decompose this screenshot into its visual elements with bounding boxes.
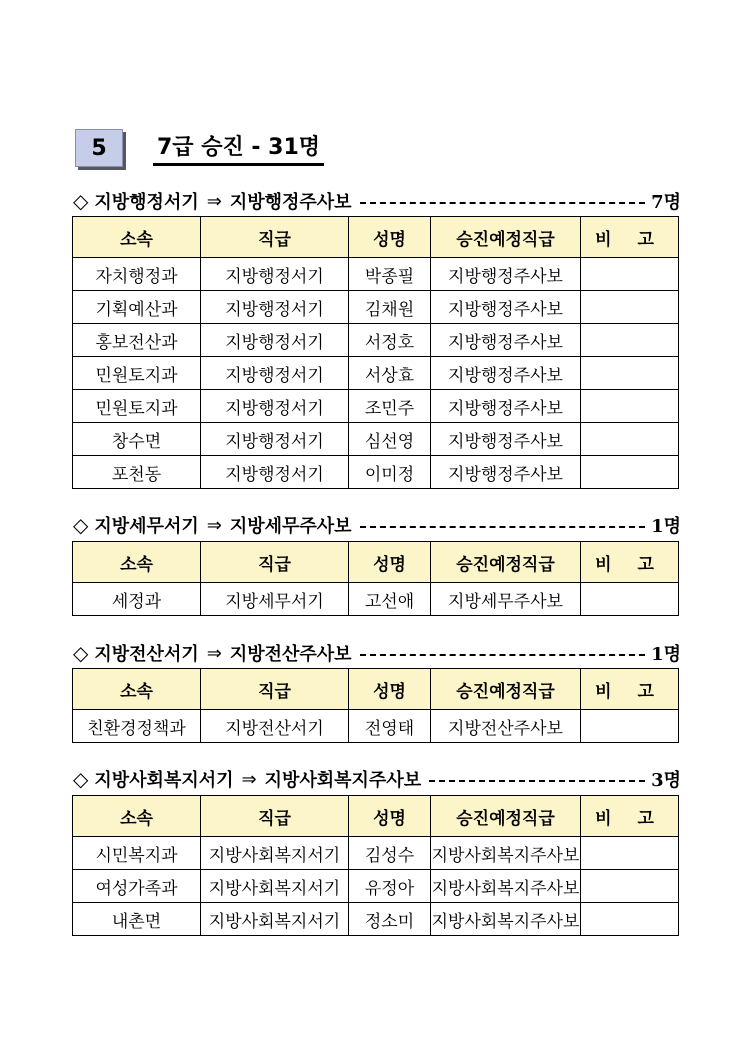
table-row: [73, 456, 679, 489]
cell-new-rank: 지방행정주사보: [431, 291, 581, 324]
group-to-rank: 지방행정주사보: [229, 192, 352, 213]
cell-dept: 여성가족과: [73, 870, 201, 903]
cell-new-rank: 지방사회복지주사보: [431, 903, 581, 936]
col-header-name: 성명: [349, 542, 431, 583]
roster-table-welfare: [72, 795, 679, 936]
table-body: [73, 583, 679, 616]
table-body: [73, 837, 679, 936]
col-header-note: 비 고: [581, 669, 679, 710]
cell-note: [581, 870, 679, 903]
cell-note: [581, 710, 679, 743]
table-row: [73, 423, 679, 456]
cell-new-rank: 지방세무주사보: [431, 583, 581, 616]
col-header-note: 비 고: [581, 217, 679, 258]
cell-note: [581, 456, 679, 489]
table-row: [73, 258, 679, 291]
diamond-icon: ◇: [73, 641, 89, 665]
table-row: [73, 903, 679, 936]
cell-rank: 지방행정서기: [201, 258, 349, 291]
table-row: [73, 390, 679, 423]
group-count: 1명: [651, 644, 681, 665]
table-body: [73, 710, 679, 743]
col-header-name: 성명: [349, 796, 431, 837]
cell-note: [581, 837, 679, 870]
cell-rank: 지방세무서기: [201, 583, 349, 616]
group-count: 7명: [651, 192, 681, 213]
table-row: [73, 357, 679, 390]
group-from-rank: 지방전산서기: [94, 644, 199, 665]
cell-new-rank: 지방행정주사보: [431, 357, 581, 390]
table-row: [73, 837, 679, 870]
cell-name: 유정아: [349, 870, 431, 903]
cell-rank: 지방행정서기: [201, 456, 349, 489]
arrow-icon: ⇒: [206, 642, 222, 664]
col-header-new-rank: 승진예정직급: [431, 542, 581, 583]
cell-name: 정소미: [349, 903, 431, 936]
cell-rank: 지방전산서기: [201, 710, 349, 743]
table-header-row: [73, 542, 679, 583]
col-header-rank: 직급: [201, 796, 349, 837]
cell-dept: 기획예산과: [73, 291, 201, 324]
table-body: [73, 258, 679, 489]
table-row: [73, 291, 679, 324]
cell-dept: 민원토지과: [73, 390, 201, 423]
cell-name: 전영태: [349, 710, 431, 743]
cell-note: [581, 258, 679, 291]
cell-name: 이미정: [349, 456, 431, 489]
table-row: [73, 710, 679, 743]
cell-name: 김성수: [349, 837, 431, 870]
cell-name: 김채원: [349, 291, 431, 324]
arrow-icon: ⇒: [241, 768, 257, 790]
col-header-rank: 직급: [201, 217, 349, 258]
cell-new-rank: 지방사회복지주사보: [431, 837, 581, 870]
dashed-leader: [429, 780, 645, 782]
cell-note: [581, 390, 679, 423]
table-header-row: [73, 796, 679, 837]
group-from-rank: 지방사회복지서기: [94, 770, 234, 791]
cell-rank: 지방사회복지서기: [201, 903, 349, 936]
col-header-dept: 소속: [73, 217, 201, 258]
cell-rank: 지방사회복지서기: [201, 837, 349, 870]
cell-new-rank: 지방행정주사보: [431, 423, 581, 456]
group-count: 1명: [651, 516, 681, 537]
cell-dept: 포천동: [73, 456, 201, 489]
cell-dept: 민원토지과: [73, 357, 201, 390]
page-title: 7급 승진 - 31명: [153, 130, 324, 166]
cell-new-rank: 지방행정주사보: [431, 390, 581, 423]
dashed-leader: [360, 654, 646, 656]
dashed-leader: [360, 202, 646, 204]
cell-new-rank: 지방전산주사보: [431, 710, 581, 743]
diamond-icon: ◇: [73, 189, 89, 213]
arrow-icon: ⇒: [206, 514, 222, 536]
roster-table-admin: [72, 216, 679, 489]
cell-dept: 시민복지과: [73, 837, 201, 870]
section-number-badge: 5: [75, 129, 123, 167]
cell-rank: 지방행정서기: [201, 357, 349, 390]
group-to-rank: 지방전산주사보: [229, 644, 352, 665]
cell-dept: 세정과: [73, 583, 201, 616]
arrow-icon: ⇒: [206, 190, 222, 212]
col-header-dept: 소속: [73, 669, 201, 710]
group-count: 3명: [651, 770, 681, 791]
col-header-name: 성명: [349, 669, 431, 710]
col-header-new-rank: 승진예정직급: [431, 669, 581, 710]
col-header-new-rank: 승진예정직급: [431, 796, 581, 837]
cell-rank: 지방행정서기: [201, 324, 349, 357]
cell-new-rank: 지방사회복지주사보: [431, 870, 581, 903]
col-header-rank: 직급: [201, 669, 349, 710]
cell-rank: 지방사회복지서기: [201, 870, 349, 903]
group-from-rank: 지방세무서기: [94, 516, 199, 537]
col-header-name: 성명: [349, 217, 431, 258]
cell-dept: 홍보전산과: [73, 324, 201, 357]
cell-name: 박종필: [349, 258, 431, 291]
cell-note: [581, 324, 679, 357]
cell-rank: 지방행정서기: [201, 423, 349, 456]
table-header-row: [73, 669, 679, 710]
group-title-tax: [73, 512, 681, 538]
cell-dept: 내촌면: [73, 903, 201, 936]
cell-note: [581, 423, 679, 456]
roster-table-tax: [72, 541, 679, 616]
group-to-rank: 지방세무주사보: [229, 516, 352, 537]
table-header-row: [73, 217, 679, 258]
cell-name: 서정호: [349, 324, 431, 357]
cell-note: [581, 583, 679, 616]
cell-note: [581, 903, 679, 936]
cell-new-rank: 지방행정주사보: [431, 258, 581, 291]
col-header-new-rank: 승진예정직급: [431, 217, 581, 258]
diamond-icon: ◇: [73, 767, 89, 791]
table-row: [73, 583, 679, 616]
cell-new-rank: 지방행정주사보: [431, 324, 581, 357]
cell-name: 조민주: [349, 390, 431, 423]
cell-dept: 자치행정과: [73, 258, 201, 291]
col-header-dept: 소속: [73, 796, 201, 837]
cell-name: 서상효: [349, 357, 431, 390]
section-heading: [75, 128, 324, 168]
dashed-leader: [360, 526, 646, 528]
group-title-it: [73, 640, 681, 666]
col-header-note: 비 고: [581, 542, 679, 583]
group-to-rank: 지방사회복지주사보: [264, 770, 422, 791]
cell-note: [581, 357, 679, 390]
col-header-dept: 소속: [73, 542, 201, 583]
cell-note: [581, 291, 679, 324]
cell-rank: 지방행정서기: [201, 291, 349, 324]
roster-table-it: [72, 668, 679, 743]
group-title-welfare: [73, 766, 681, 792]
cell-dept: 창수면: [73, 423, 201, 456]
cell-rank: 지방행정서기: [201, 390, 349, 423]
cell-dept: 친환경정책과: [73, 710, 201, 743]
group-from-rank: 지방행정서기: [94, 192, 199, 213]
table-row: [73, 324, 679, 357]
cell-new-rank: 지방행정주사보: [431, 456, 581, 489]
diamond-icon: ◇: [73, 513, 89, 537]
cell-name: 심선영: [349, 423, 431, 456]
col-header-note: 비 고: [581, 796, 679, 837]
cell-name: 고선애: [349, 583, 431, 616]
table-row: [73, 870, 679, 903]
col-header-rank: 직급: [201, 542, 349, 583]
group-title-admin: [73, 188, 681, 214]
